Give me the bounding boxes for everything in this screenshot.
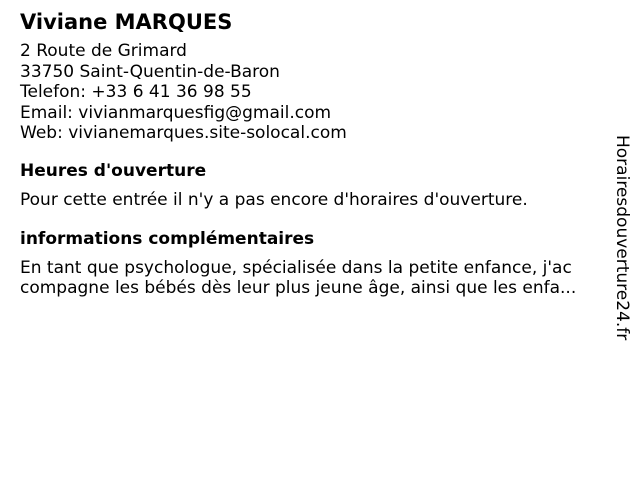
website-line: Web: vivianemarques.site-solocal.com [20,123,347,143]
address-line-street: 2 Route de Grimard [20,41,187,61]
additional-info-line-1: En tant que psychologue, spécialisée dans la petite enfance, j'ac [20,258,572,278]
business-card [20,9,600,298]
opening-hours-heading: Heures d'ouverture [20,161,207,181]
email-line: Email: vivianmarquesfig@gmail.com [20,102,332,123]
address-line-city: 33750 Saint-Quentin-de-Baron [20,61,280,82]
opening-hours-text: Pour cette entrée il n'y a pas encore d'horaires d'ouverture. [20,190,528,210]
site-brand-vertical: Horairesdouverture24.fr [612,135,632,341]
additional-info-text [20,258,600,298]
phone-line: Telefon: +33 6 41 36 98 55 [20,82,252,102]
additional-info-heading: informations complémentaires [20,229,315,249]
additional-info-line-2: compagne les bébés dès leur plus jeune âge, ainsi que les enfa... [20,278,577,298]
business-name: Viviane MARQUES [20,10,233,34]
